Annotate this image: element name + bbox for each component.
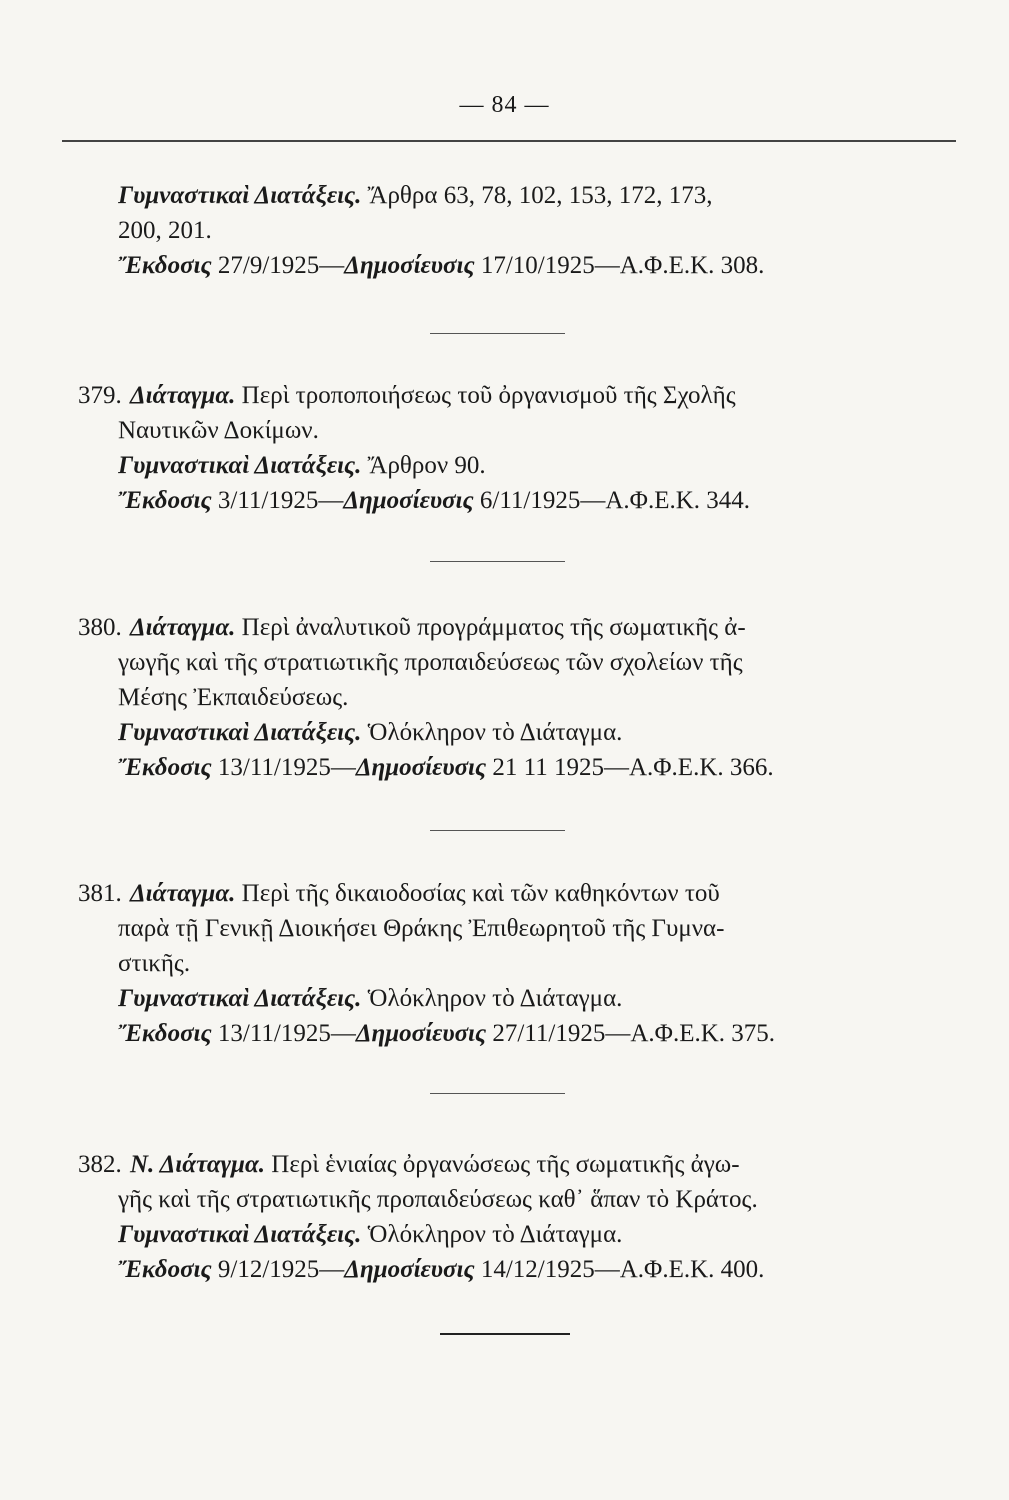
entry-continuation: [118, 178, 938, 283]
body-text: παρὰ τῇ Γενικῇ Διοικήσει Θράκης Ἐπιθεωρητοῦ τῆς Γυμνα-: [118, 915, 725, 942]
text-line: [118, 1016, 938, 1051]
italic-label: Γυμναστικαὶ Διατάξεις.: [118, 452, 362, 479]
italic-label: Γυμναστικαὶ Διατάξεις.: [118, 182, 362, 209]
italic-label: Ἔκδοσις: [118, 1256, 212, 1283]
body-text: Περὶ τῆς δικαιοδοσίας καὶ τῶν καθηκόντων τοῦ: [235, 880, 720, 907]
italic-label: Δημοσίευσις: [343, 487, 474, 514]
italic-label: Γυμναστικαὶ Διατάξεις.: [118, 985, 362, 1012]
entry-382: [78, 1147, 938, 1287]
separator-rule: [430, 561, 565, 562]
italic-label: Ἔκδοσις: [118, 1020, 212, 1047]
italic-label: Ν. Διάταγμα.: [130, 1151, 266, 1178]
body-text: γωγῆς καὶ τῆς στρατιωτικῆς προπαιδεύσεως τῶν σχολείων τῆς: [118, 649, 743, 676]
body-text: στικῆς.: [118, 950, 191, 977]
entry-number: 379.: [78, 382, 122, 409]
italic-label: Διάταγμα.: [130, 880, 236, 907]
text-line: [118, 1217, 938, 1252]
entry-379: [78, 378, 938, 518]
text-line: [118, 448, 938, 483]
entry-number: 380.: [78, 614, 122, 641]
italic-label: Ἔκδοσις: [118, 487, 212, 514]
text-line: [78, 610, 938, 645]
body-text: 27/9/1925—: [211, 252, 345, 279]
italic-label: Ἔκδοσις: [118, 252, 212, 279]
text-line: [118, 680, 938, 715]
body-text: Περὶ τροποποιήσεως τοῦ ὀργανισμοῦ τῆς Σχολῆς: [235, 382, 736, 409]
text-line: [118, 946, 938, 981]
text-line: [118, 981, 938, 1016]
italic-label: Δημοσίευσις: [344, 1256, 475, 1283]
text-line: [118, 213, 938, 248]
text-line: [118, 715, 938, 750]
text-line: [78, 876, 938, 911]
italic-label: Δημοσίευσις: [344, 252, 475, 279]
body-text: 21 11 1925—Α.Φ.Ε.Κ. 366.: [486, 754, 774, 781]
text-line: [78, 1147, 938, 1182]
separator-rule: [430, 333, 565, 334]
separator-rule: [430, 830, 565, 831]
entry-380: [78, 610, 938, 785]
separator-rule: [430, 1093, 565, 1094]
page-number: — 84 —: [459, 92, 550, 118]
entry-number: 382.: [78, 1151, 122, 1178]
header-rule: [62, 140, 956, 142]
body-text: Ὁλόκληρον τὸ Διάταγμα.: [361, 1221, 623, 1248]
text-line: [118, 911, 938, 946]
body-text: Μέσης Ἐκπαιδεύσεως.: [118, 684, 349, 711]
text-line: [118, 1252, 938, 1287]
italic-label: Δημοσίευσις: [355, 1020, 487, 1047]
entry-381: [78, 876, 938, 1051]
text-line: [118, 750, 938, 785]
text-line: [118, 1182, 938, 1217]
text-line: [118, 413, 938, 448]
italic-label: Γυμναστικαὶ Διατάξεις.: [118, 719, 362, 746]
body-text: 6/11/1925—Α.Φ.Ε.Κ. 344.: [473, 487, 751, 514]
body-text: 200, 201.: [118, 217, 212, 244]
italic-label: Διάταγμα.: [130, 614, 236, 641]
text-line: [78, 378, 938, 413]
body-text: 9/12/1925—: [211, 1256, 345, 1283]
body-text: 17/10/1925—Α.Φ.Ε.Κ. 308.: [474, 252, 765, 279]
italic-label: Δημοσίευσις: [355, 754, 487, 781]
italic-label: Γυμναστικαὶ Διατάξεις.: [118, 1221, 362, 1248]
body-text: Περὶ ἑνιαίας ὀργανώσεως τῆς σωματικῆς ἀγω-: [265, 1151, 740, 1178]
entry-number: 381.: [78, 880, 122, 907]
body-text: Ναυτικῶν Δοκίμων.: [118, 417, 319, 444]
end-rule: [440, 1333, 570, 1335]
body-text: 13/11/1925—: [211, 754, 356, 781]
italic-label: Διάταγμα.: [130, 382, 236, 409]
body-text: Ὁλόκληρον τὸ Διάταγμα.: [361, 985, 623, 1012]
body-text: γῆς καὶ τῆς στρατιωτικῆς προπαιδεύσεως καθ᾽ ἅπαν τὸ Κράτος.: [118, 1186, 758, 1213]
text-line: [118, 483, 938, 518]
body-text: Ὁλόκληρον τὸ Διάταγμα.: [361, 719, 623, 746]
body-text: Ἄρθρον 90.: [361, 452, 486, 479]
text-line: [118, 645, 938, 680]
body-text: 27/11/1925—Α.Φ.Ε.Κ. 375.: [486, 1020, 776, 1047]
body-text: Περὶ ἀναλυτικοῦ προγράμματος τῆς σωματικῆς ἀ-: [235, 614, 746, 641]
text-line: [118, 248, 938, 283]
body-text: Ἄρθρα 63, 78, 102, 153, 172, 173,: [361, 182, 713, 209]
body-text: 13/11/1925—: [211, 1020, 356, 1047]
body-text: 14/12/1925—Α.Φ.Ε.Κ. 400.: [474, 1256, 765, 1283]
body-text: 3/11/1925—: [211, 487, 344, 514]
text-line: [118, 178, 938, 213]
italic-label: Ἔκδοσις: [118, 754, 212, 781]
